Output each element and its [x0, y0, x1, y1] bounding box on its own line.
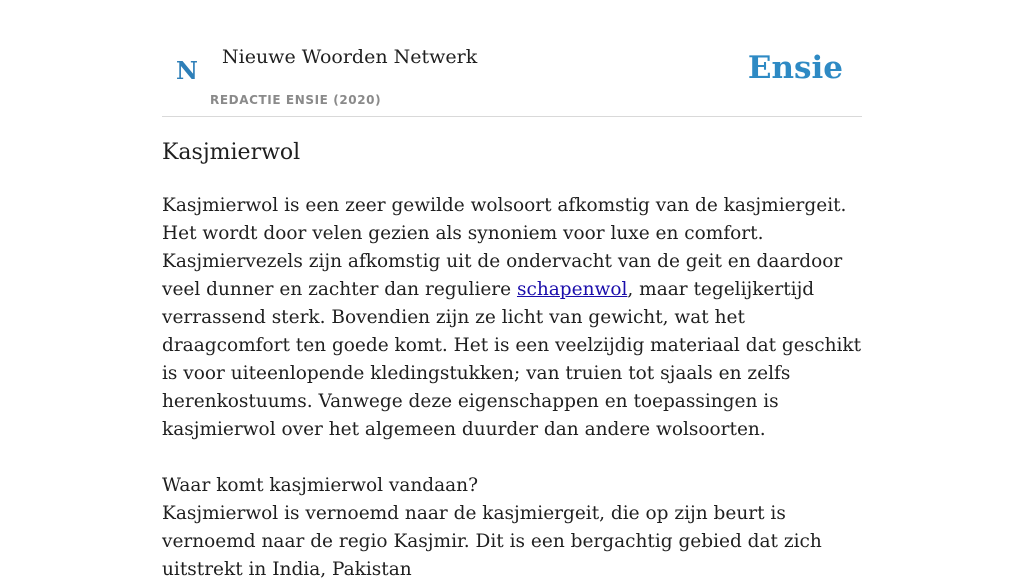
- source-header: [162, 0, 862, 117]
- paragraph-text: , maar tegelijkertijd verrassend sterk. Bovendien zijn ze licht van gewicht, wat het draagcomfort ten goede komt. Het is een veelzijdig materiaal dat geschikt is voor uiteenlopende kledingstukken; van truien tot sjaals en zelfs herenkostuums. Vanwege deze eigenschappen en toepassingen is kasjmierwol over het algemeen duurder dan andere wolsoorten.: [162, 279, 862, 440]
- source-logo-icon: N: [176, 56, 198, 85]
- article-title: Kasjmierwol: [162, 140, 301, 165]
- source-subtitle: REDACTIE ENSIE (2020): [210, 93, 382, 107]
- schapenwol-link[interactable]: schapenwol: [516, 279, 628, 300]
- paragraph-text: Kasjmierwol is een zeer gewilde wolsoort afkomstig van de kasjmiergeit. Het wordt door velen gezien als synoniem voor luxe en comfort. Kasjmiervezels zijn afkomstig uit de ondervacht van de geit en daardoor veel dunner en zachter dan reguliere: [162, 195, 847, 300]
- paragraph: [162, 192, 862, 444]
- subheading: Waar komt kasjmierwol vandaan?: [162, 475, 479, 496]
- paragraph: Kasjmierwol is vernoemd naar de kasjmiergeit, die op zijn beurt is vernoemd naar de regio Kasjmir. Dit is een bergachtig gebied dat zich uitstrekt in India, Pakistan: [162, 503, 822, 580]
- source-name[interactable]: Nieuwe Woorden Netwerk: [222, 46, 478, 68]
- paragraph-spacer: [162, 444, 862, 472]
- article-body: [162, 192, 862, 584]
- brand-logo[interactable]: Ensie: [747, 50, 843, 86]
